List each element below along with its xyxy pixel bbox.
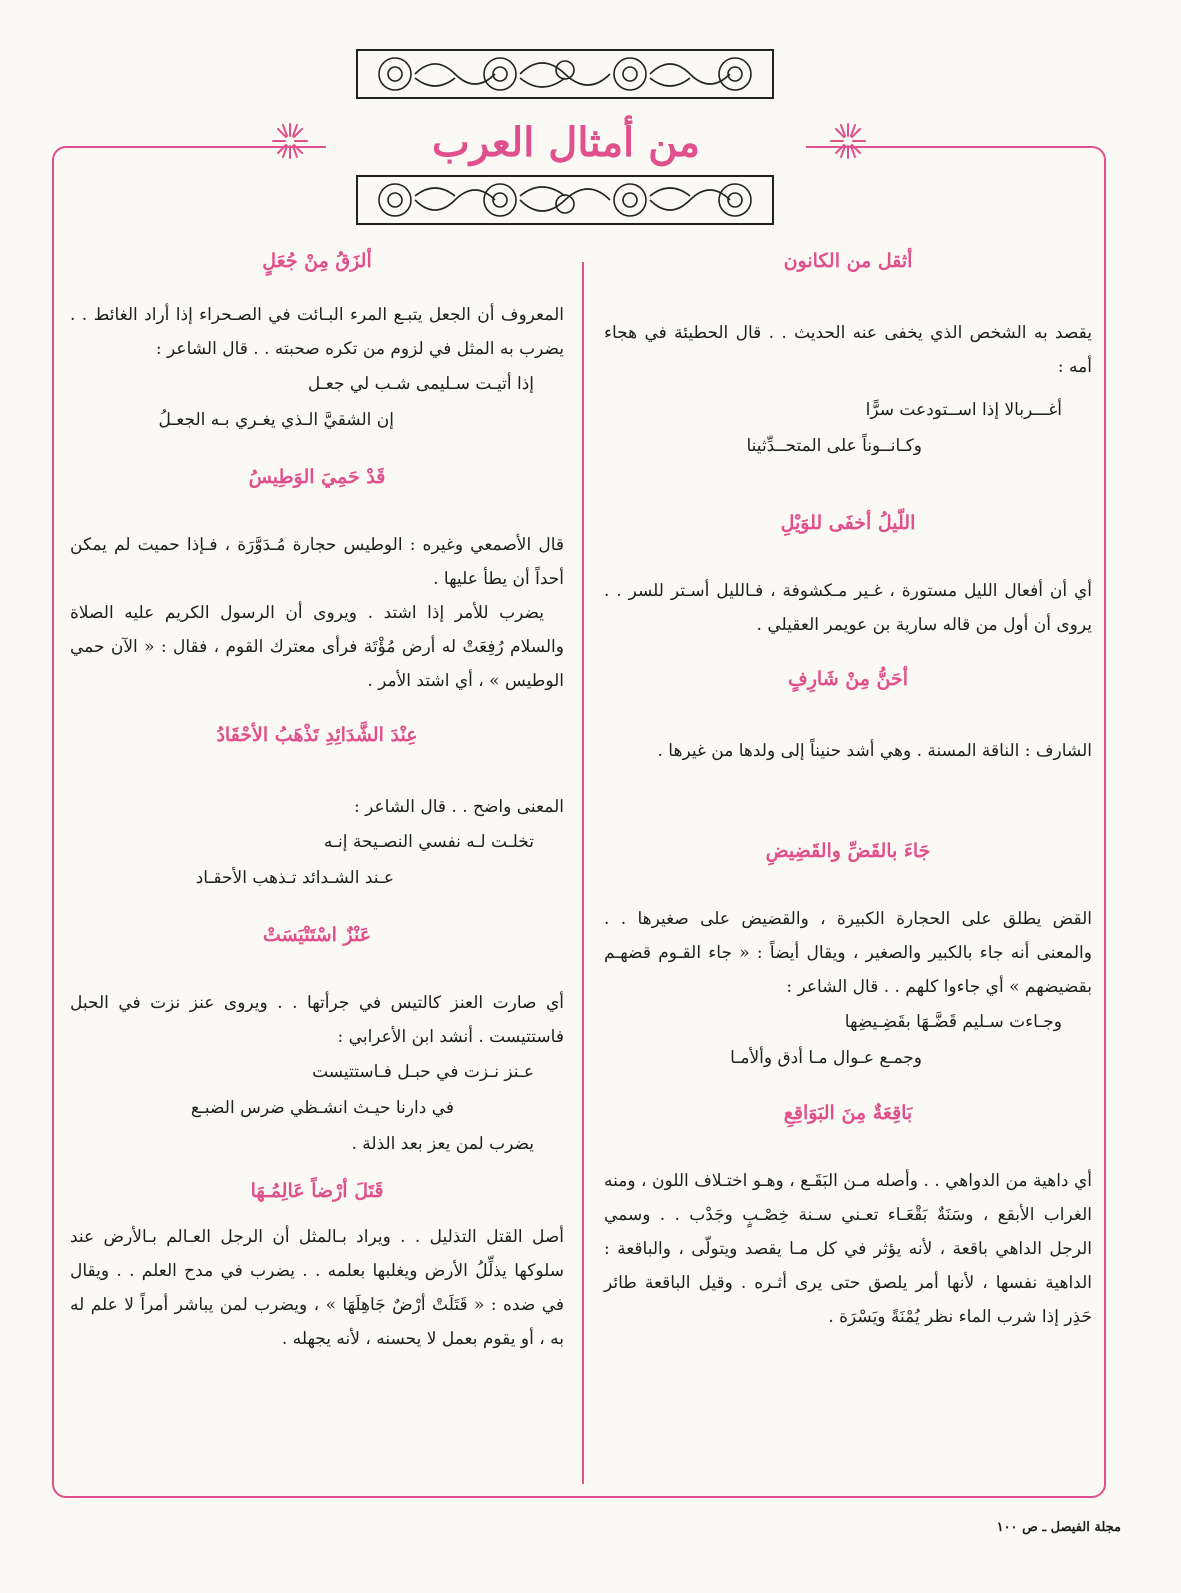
starburst-right-icon [828, 121, 868, 161]
proverb-sharif [604, 668, 1092, 768]
proverb-text: أصل القتل التذليل . . ويراد بـالمثل أن الرجل العـالم بـالأرض عند سلوكها يذلِّلُ الأرض ويغلبها بعلمه . . يضرب في مدح العلم . . ويقال في ضده : « قَتَلَتْ أرْضٌ جَاهِلَهَا » ، ويضرب لمن يباشر أمراً لا علم له به ، أو يقوم بعمل لا يحسنه ، لأنه يجهله . [70, 1227, 564, 1349]
verse-line: وجـاءت سـليم قَضَّـهَا بقَضِـيضِها [844, 1012, 1062, 1032]
footer-page-number: مجلة الفيصل ـ ص ١٠٠ [996, 1520, 1121, 1535]
proverb-text: أي داهية من الدواهي . . وأصله مـن البَقَـع ، وهـو اختـلاف اللون ، ومنه الغراب الأبقع ، وسَنَةٌ بَقْعَـاء تعـني سـنة خِصْـبٍ وجَدْب . . وسمي الرجل الداهي باقعة ، لأنه يؤثر في كل مـا يقصد ويتولّى ، والباقعة : الداهية نفسها ، لأنها أمر يلصق حتى يرى أثـره . وقيل الباقعة طائر حَذِر إذا شرب الماء نظر يُمْنَةً ويَسْرَة . [604, 1171, 1092, 1327]
verse-line: وجمـع عـوال مـا أدق وألأمـا [730, 1048, 922, 1068]
verse-line: إذا أتيـت سـليمى شـب لي جعـل [307, 374, 534, 394]
proverb-alzaq [70, 250, 564, 438]
proverb-heavier-than-kanun [604, 250, 1092, 464]
proverb-text: المعروف أن الجعل يتبـع المرء البـائت في الصـحراء إذا أراد الغائط . . يضرب به المثل في لزوم من تكره صحبته . . قال الشاعر : [70, 305, 564, 359]
proverb-anz [70, 924, 564, 1162]
right-column [604, 250, 1092, 1334]
proverb-text: الشارف : الناقة المسنة . وهي أشد حنيناً إلى ولدها من غيرها . [657, 741, 1092, 761]
proverb-title: جَاءَ بالقَضِّ والقَضِيضِ [765, 840, 931, 862]
verse-line: في دارنا حيـث انشـظي ضرس الضبـع [190, 1098, 454, 1118]
proverb-title: قَتَلَ أرْضاً عَالِمُـهَا [250, 1180, 384, 1202]
proverb-title: اللّيلُ أخفَى للوَيْلِ [780, 512, 916, 534]
proverb-text: أي صارت العنز كالتيس في جرأتها . . ويروى عنز نزت في الحبل فاستتيست . أنشد ابن الأعرابي : [70, 993, 564, 1047]
column-divider [582, 262, 584, 1484]
proverb-title: قَدْ حَمِيَ الوَطِيسُ [248, 466, 386, 488]
verse-line: عـند الشـدائد تـذهب الأحقـاد [195, 868, 394, 888]
proverb-title: بَاقِعَةٌ مِنَ البَوَاقِعِ [783, 1102, 913, 1124]
proverb-qatala [70, 1180, 564, 1356]
proverb-text: المعنى واضح . . قال الشاعر : [354, 797, 564, 817]
proverb-title: أثقل من الكانون [783, 250, 913, 272]
proverb-title: ألزَقُ مِنْ جُعَلٍ [262, 250, 372, 272]
header [326, 114, 806, 170]
proverb-text: قال الأصمعي وغيره : الوطيس حجارة مُـدَوَّرَة ، فـإذا حميت لم يمكن أحداً أن يطأ عليها . [70, 535, 564, 589]
proverb-shadaid [70, 724, 564, 896]
starburst-left-icon [270, 121, 310, 161]
proverb-text: يقصد به الشخص الذي يخفى عنه الحديث . . قال الحطيئة في هجاء أمه : [604, 323, 1092, 377]
proverb-title: أحَنُّ مِنْ شَارِفٍ [788, 668, 908, 690]
proverb-title: عَنْزٌ اسْتَتْيَسَتْ [262, 924, 372, 946]
page-title: من أمثال العرب [432, 118, 700, 166]
proverb-text: القض يطلق على الحجارة الكبيرة ، والقضيض على صغيرها . . والمعنى أنه جاء بالكبير والصغير ، ويقال أيضاً : « جاء القـوم قضهـم بقضيضهم » أي جاءوا كلهم . . قال الشاعر : [604, 909, 1092, 997]
left-column [70, 250, 564, 1356]
proverb-qadd-qadid [604, 840, 1092, 1076]
verse-line: وكـانــوناً على المتحــدِّثينا [746, 436, 922, 456]
top-ornament [355, 48, 775, 100]
verse-line: أغـــربالا إذا اســتودعت سرًّا [865, 400, 1062, 420]
verse-line: عـنز نـزت في حبـل فـاستتيست [312, 1062, 534, 1082]
verse-line: إن الشقيَّ الـذي يغـري بـه الجعـلُ [158, 410, 394, 430]
proverb-night [604, 512, 1092, 642]
proverb-text: يضرب للأمر إذا اشتد . ويروى أن الرسول الكريم عليه الصلاة والسلام رُفِعَتْ له أرض مُؤْتَة فرأى معترك القوم ، فقال : « الآن حمي الوطيس » ، أي اشتد الأمر . [70, 603, 564, 691]
proverb-baqia [604, 1102, 1092, 1334]
proverb-title: عِنْدَ الشَّدَائِدِ تَذْهَبُ الأحْقَادُ [216, 724, 418, 746]
proverb-watis [70, 466, 564, 698]
verse-line: تخلـت لـه نفسي النصـيحة إنـه [323, 832, 534, 852]
proverb-text: يضرب لمن يعز بعد الذلة . [351, 1134, 534, 1154]
proverb-text: أي أن أفعال الليل مستورة ، غـير مـكشوفة ، فـالليل أسـتر للسر . . يروى أن أول من قاله سارية بن عويمر العقيلي . [604, 581, 1092, 635]
